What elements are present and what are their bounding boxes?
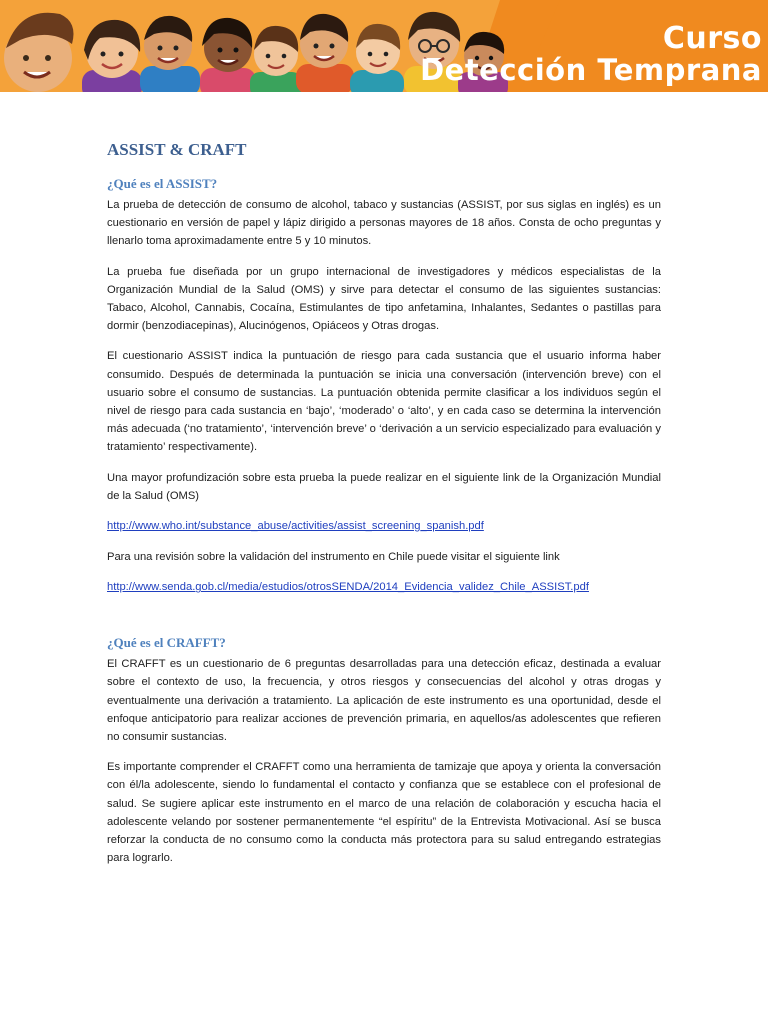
section-spacer [107,609,661,635]
banner-title-line2: Detección Temprana [420,53,762,87]
document-body [107,140,661,879]
assist-paragraph-3: El cuestionario ASSIST indica la puntuación de riesgo para cada sustancia que el usuario informa haber consumido. Después de determinada la puntuación se inicia una conversación (intervención breve) con el usuario sobre el consumo de sustancias. La puntuación obtenida permite clasificar a los individuos según el nivel de riesgo para cada sustancia en ‘bajo’, ‘moderado’ o ‘alto’, y en cada caso se determina la intervención más adecuada (‘no tratamiento’, ‘intervención breve’ o ‘derivación a un servicio especializado para evaluación y tratamiento’ respectivamente). [107,350,661,454]
crafft-paragraph-1: El CRAFFT es un cuestionario de 6 preguntas desarrolladas para una detección eficaz, destinada a evaluar sobre el contexto de uso, la frecuencia, y otros riesgos y consecuencias del alcohol y otras drogas y eventualmente una derivación a tratamiento. La aplicación de este instrumento es una oportunidad, desde el enfoque anticipatorio para realizar acciones de prevención primaria, en aquellos/as adolescentes que refieren no consumir sustancias. [107,658,661,744]
crafft-paragraph-2: Es importante comprender el CRAFFT como una herramienta de tamizaje que apoya y orienta la conversación con él/la adolescente, siendo lo fundamental el contacto y confianza que se establece con el profesional de salud. Se sugiere aplicar este instrumento en el marco de una relación de colaboración y escucha hacia el adolescente velando por sostener permanentemente “el espíritu” de la Entrevista Motivacional. Así se busca reforzar la conducta de no consumo como la conducta más protectora para su salud entregando estrategias para lograrlo. [107,761,661,865]
assist-heading: ¿Qué es el ASSIST? [107,176,218,191]
senda-validation-link[interactable]: http://www.senda.gob.cl/media/estudios/otrosSENDA/2014_Evidencia_validez_Chile_ASSIST.pdf [107,581,589,594]
assist-paragraph-2: La prueba fue diseñada por un grupo internacional de investigadores y médicos especialistas de la Organización Mundial de la Salud (OMS) y sirve para detectar el consumo de las siguientes sustancias: Tabaco, Alcohol, Cannabis, Cocaína, Estimulantes de tipo anfetamina, Inhalantes, Sedantes o pastillas para dormir (benzodiacepinas), Alucinógenos, Opiáceos y Otras drogas. [107,265,661,333]
banner-title [420,21,762,87]
assist-paragraph-1: La prueba de detección de consumo de alcohol, tabaco y sustancias (ASSIST, por sus siglas en inglés) es un cuestionario en versión de papel y lápiz dirigido a personas mayores de 18 años. Consta de ocho preguntas y llenarlo toma aproximadamente entre 5 y 10 minutos. [107,199,661,248]
crafft-heading: ¿Qué es el CRAFFT? [107,635,226,651]
banner-title-line1: Curso [662,21,762,56]
assist-paragraph-5: Para una revisión sobre la validación del instrumento en Chile puede visitar el siguiente link [107,551,560,564]
crafft-section [107,635,661,867]
course-banner [0,0,768,92]
assist-section [107,176,661,596]
assist-paragraph-4: Una mayor profundización sobre esta prueba la puede realizar en el siguiente link de la Organización Mundial de la Salud (OMS) [107,471,661,502]
who-assist-link[interactable]: http://www.who.int/substance_abuse/activities/assist_screening_spanish.pdf [107,520,484,533]
document-title: ASSIST & CRAFT [107,140,247,159]
